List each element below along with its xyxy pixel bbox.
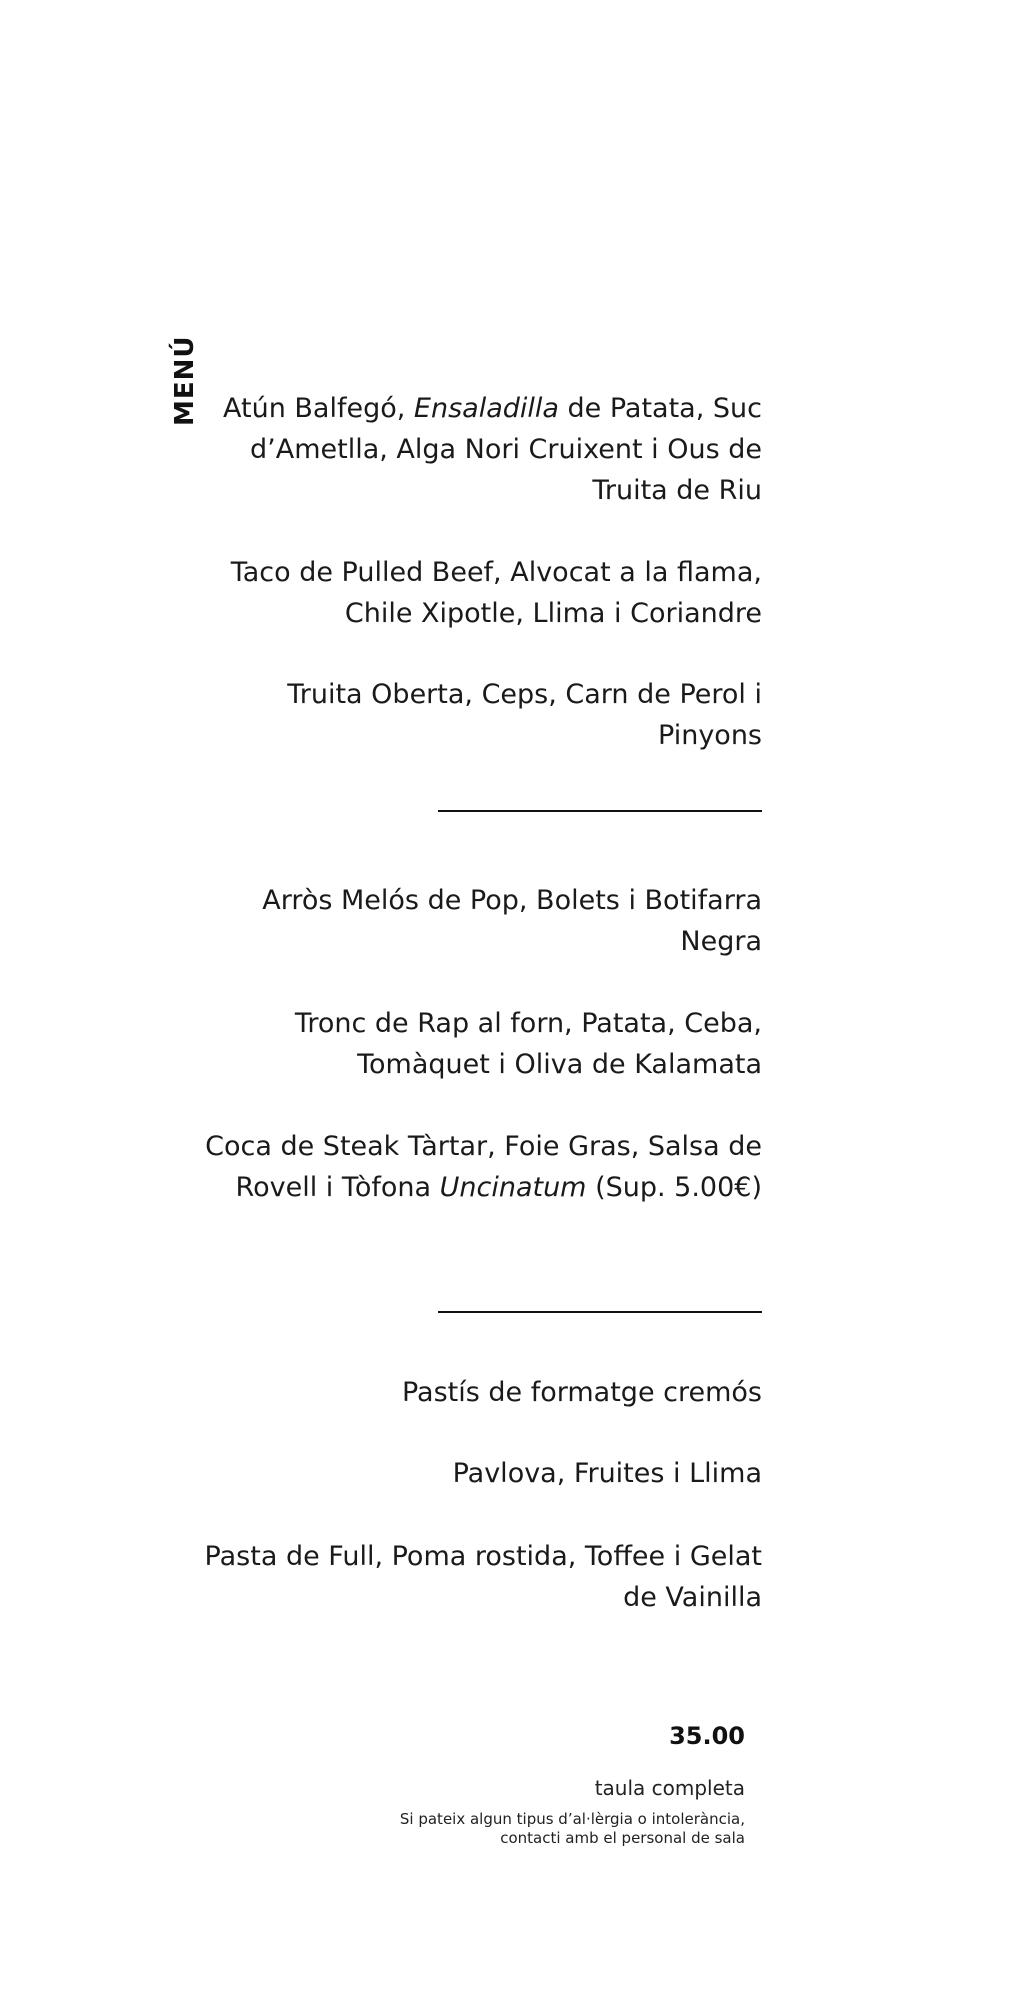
main-dish-3: Coca de Steak Tàrtar, Foie Gras, Salsa de Rovell i Tòfona Uncinatum (Sup. 5.00€) [205, 1131, 762, 1203]
section-divider-2 [438, 1311, 762, 1313]
section-divider-1 [438, 810, 762, 812]
main-dish-2: Tronc de Rap al forn, Patata, Ceba, Tomàquet i Oliva de Kalamata [294, 1008, 762, 1080]
menu-title-text: MENÚ [170, 335, 200, 426]
menu-title [162, 335, 206, 430]
allergy-notice [285, 1810, 745, 1848]
dessert-3: Pasta de Full, Poma rostida, Toffee i Gelat de Vainilla [204, 1541, 762, 1613]
starter-dish-3: Truita Oberta, Ceps, Carn de Perol i Pinyons [287, 679, 762, 751]
dessert-2: Pavlova, Fruites i Llima [452, 1458, 762, 1489]
dessert-1: Pastís de formatge cremós [401, 1377, 762, 1408]
starter-dish-1: Atún Balfegó, Ensaladilla de Patata, Suc d’Ametlla, Alga Nori Cruixent i Ous de Truita de Riu [223, 393, 762, 506]
starter-dish-2: Taco de Pulled Beef, Alvocat a la flama, Chile Xipotle, Llima i Coriandre [230, 557, 762, 629]
price-note: taula completa [594, 1776, 745, 1800]
allergy-notice-line-2: contacti amb el personal de sala [500, 1829, 745, 1847]
menu-price: 35.00 [669, 1722, 745, 1750]
main-dish-1: Arròs Melós de Pop, Bolets i Botifarra Negra [262, 885, 762, 957]
allergy-notice-line-1: Si pateix algun tipus d’al·lèrgia o intolerància, [399, 1810, 745, 1828]
